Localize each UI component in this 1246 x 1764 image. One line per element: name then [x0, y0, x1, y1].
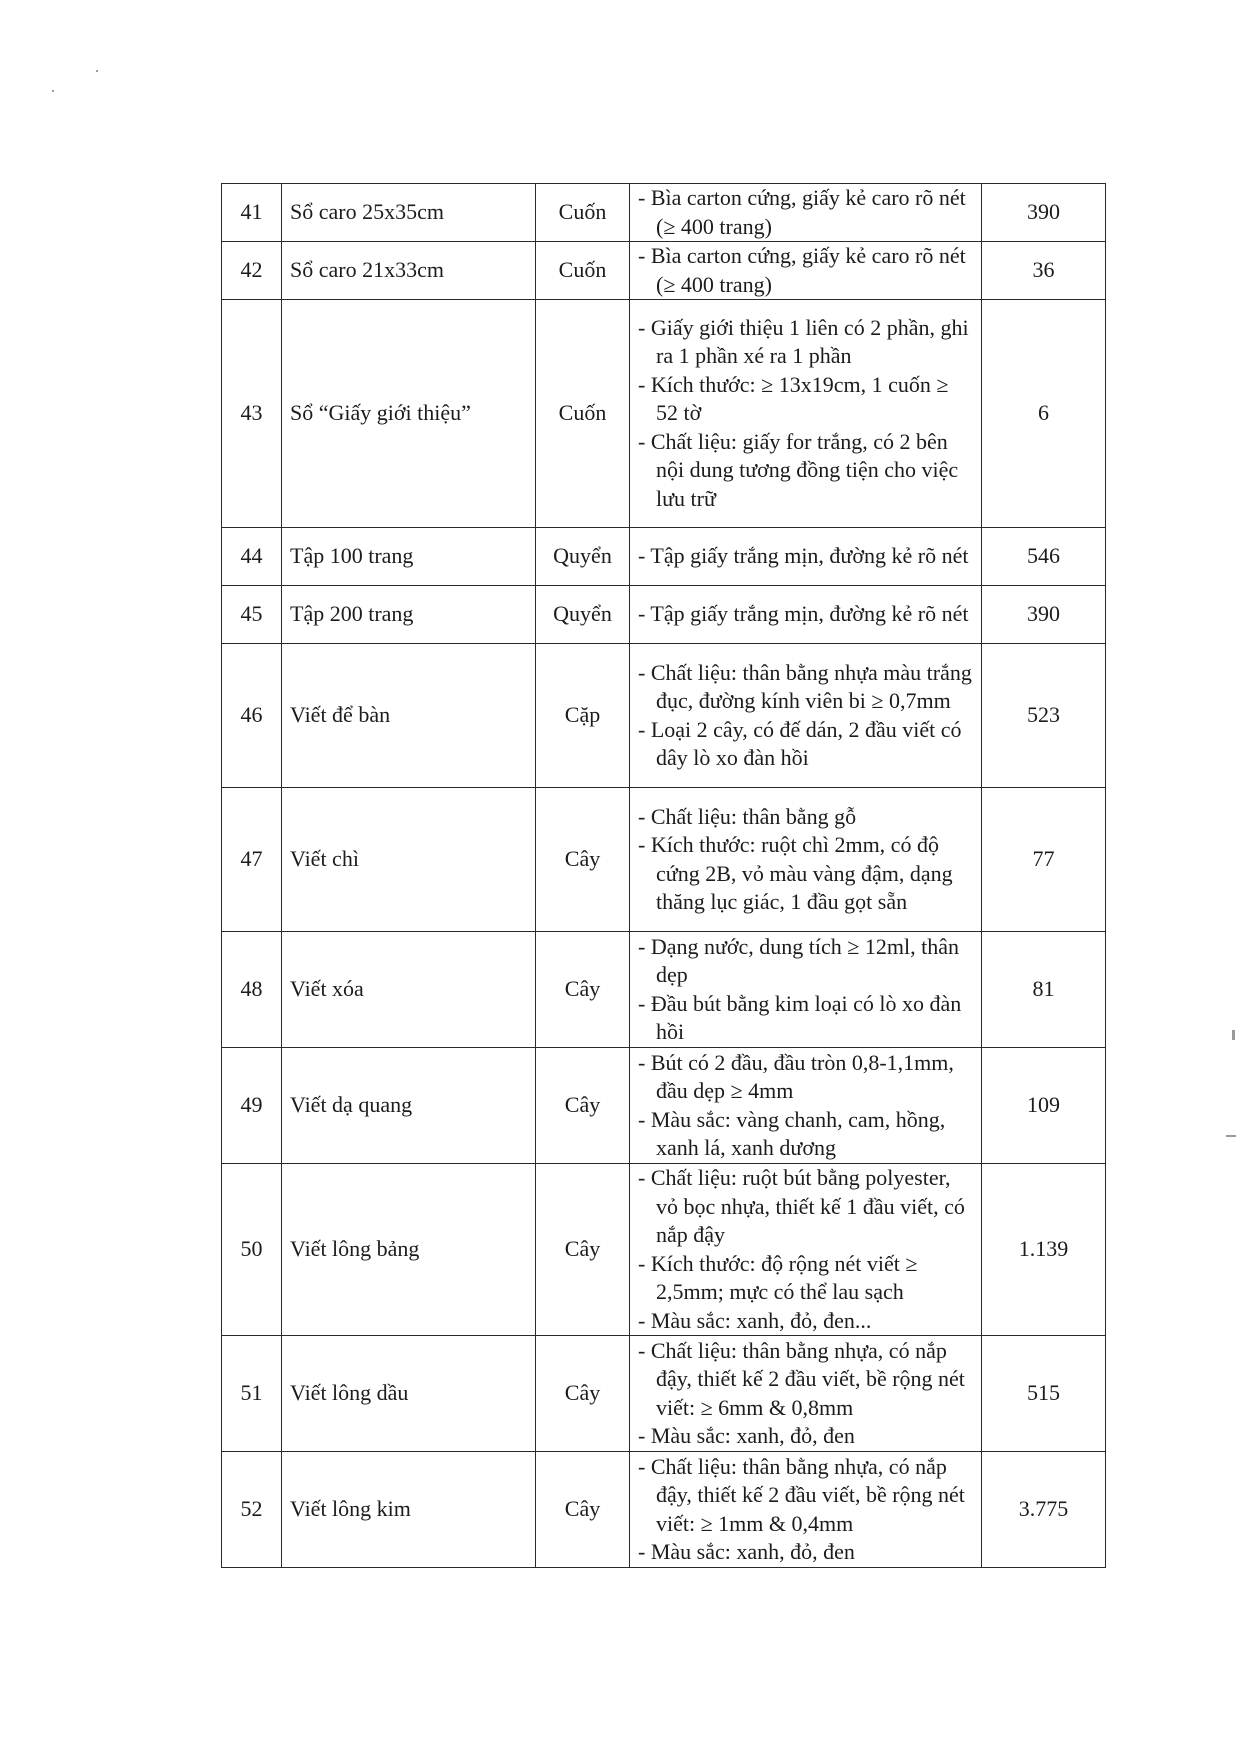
item-name: Sổ caro 21x33cm [282, 242, 536, 300]
item-spec [630, 300, 982, 528]
item-quantity: 6 [982, 300, 1106, 528]
table-row [222, 300, 1106, 528]
item-unit: Cây [536, 932, 630, 1048]
item-quantity: 36 [982, 242, 1106, 300]
item-quantity: 81 [982, 932, 1106, 1048]
row-number: 43 [222, 300, 282, 528]
table-row [222, 528, 1106, 586]
supplies-table [221, 183, 1106, 1568]
spec-line: - Màu sắc: xanh, đỏ, đen... [638, 1307, 872, 1333]
table-row [222, 242, 1106, 300]
table-row [222, 586, 1106, 644]
item-unit: Cuốn [536, 184, 630, 242]
spec-line: - Đầu bút bằng kim loại có lò xo đàn hồi [638, 990, 962, 1044]
item-spec [630, 242, 982, 300]
table-row [222, 788, 1106, 932]
item-name: Viết lông kim [282, 1452, 536, 1568]
row-number: 45 [222, 586, 282, 644]
table-row [222, 184, 1106, 242]
row-number: 47 [222, 788, 282, 932]
item-name: Viết chì [282, 788, 536, 932]
item-name: Viết để bàn [282, 644, 536, 788]
item-spec [630, 1164, 982, 1336]
row-number: 51 [222, 1336, 282, 1452]
scan-mark [52, 90, 54, 92]
spec-line: - Kích thước: ruột chì 2mm, có độ cứng 2B, vỏ màu vàng đậm, dạng thăng lục giác, 1 đầu gọt sẵn [638, 832, 953, 914]
table-row [222, 1336, 1106, 1452]
spec-line: - Kích thước: ≥ 13x19cm, 1 cuốn ≥ 52 tờ [638, 371, 949, 426]
item-spec [630, 788, 982, 932]
item-unit: Cuốn [536, 300, 630, 528]
table-row [222, 644, 1106, 788]
item-unit: Cuốn [536, 242, 630, 300]
item-spec [630, 528, 982, 586]
row-number: 44 [222, 528, 282, 586]
row-number: 42 [222, 242, 282, 300]
spec-line: - Giấy giới thiệu 1 liên có 2 phần, ghi ra 1 phần xé ra 1 phần [638, 314, 969, 369]
item-name: Sổ “Giấy giới thiệu” [282, 300, 536, 528]
spec-line: - Bút có 2 đầu, đầu tròn 0,8-1,1mm, đầu dẹp ≥ 4mm [638, 1049, 954, 1103]
item-quantity: 523 [982, 644, 1106, 788]
spec-line: - Chất liệu: thân bằng nhựa màu trắng đục, đường kính viên bi ≥ 0,7mm [638, 659, 972, 713]
spec-line: - Tập giấy trắng mịn, đường kẻ rõ nét [638, 601, 969, 627]
item-name: Viết dạ quang [282, 1048, 536, 1164]
spec-line: - Chất liệu: ruột bút bằng polyester, vỏ bọc nhựa, thiết kế 1 đầu viết, có nắp đậy [638, 1165, 965, 1247]
item-spec [630, 586, 982, 644]
item-spec [630, 1048, 982, 1164]
item-name: Viết lông bảng [282, 1164, 536, 1336]
table-row [222, 1048, 1106, 1164]
item-unit: Cây [536, 1452, 630, 1568]
table-row [222, 1164, 1106, 1336]
scan-mark [96, 70, 98, 72]
table-body [222, 184, 1106, 1568]
item-unit: Quyển [536, 586, 630, 644]
item-quantity: 1.139 [982, 1164, 1106, 1336]
item-quantity: 515 [982, 1336, 1106, 1452]
row-number: 41 [222, 184, 282, 242]
item-quantity: 3.775 [982, 1452, 1106, 1568]
spec-line: - Màu sắc: xanh, đỏ, đen [638, 1539, 855, 1564]
spec-line: - Tập giấy trắng mịn, đường kẻ rõ nét [638, 543, 969, 569]
item-quantity: 546 [982, 528, 1106, 586]
item-name: Tập 100 trang [282, 528, 536, 586]
spec-line: - Màu sắc: xanh, đỏ, đen [638, 1423, 855, 1448]
item-spec [630, 1336, 982, 1452]
item-unit: Cây [536, 788, 630, 932]
item-name: Tập 200 trang [282, 586, 536, 644]
item-quantity: 390 [982, 586, 1106, 644]
spec-line: - Dạng nước, dung tích ≥ 12ml, thân dẹp [638, 933, 959, 987]
item-spec [630, 644, 982, 788]
table-row [222, 1452, 1106, 1568]
item-spec [630, 184, 982, 242]
row-number: 48 [222, 932, 282, 1048]
item-quantity: 77 [982, 788, 1106, 932]
item-spec [630, 932, 982, 1048]
spec-line: - Màu sắc: vàng chanh, cam, hồng, xanh lá, xanh dương [638, 1106, 946, 1160]
scan-mark [1232, 1030, 1235, 1040]
spec-line: - Kích thước: độ rộng nét viết ≥ 2,5mm; mực có thể lau sạch [638, 1250, 918, 1304]
item-unit: Cặp [536, 644, 630, 788]
table-row [222, 932, 1106, 1048]
item-unit: Cây [536, 1164, 630, 1336]
item-name: Viết xóa [282, 932, 536, 1048]
spec-line: - Bìa carton cứng, giấy kẻ caro rõ nét (≥ 400 trang) [638, 185, 966, 239]
spec-line: - Bìa carton cứng, giấy kẻ caro rõ nét (≥ 400 trang) [638, 243, 966, 297]
item-name: Sổ caro 25x35cm [282, 184, 536, 242]
spec-line: - Loại 2 cây, có đế dán, 2 đầu viết có dây lò xo đàn hồi [638, 716, 962, 770]
scan-mark [1226, 1135, 1236, 1137]
item-unit: Quyển [536, 528, 630, 586]
spec-line: - Chất liệu: thân bằng nhựa, có nắp đậy, thiết kế 2 đầu viết, bề rộng nét viết: ≥ 6mm & 0,8mm [638, 1337, 965, 1420]
spec-line: - Chất liệu: thân bằng nhựa, có nắp đậy, thiết kế 2 đầu viết, bề rộng nét viết: ≥ 1mm & 0,4mm [638, 1453, 965, 1536]
row-number: 50 [222, 1164, 282, 1336]
item-name: Viết lông dầu [282, 1336, 536, 1452]
item-spec [630, 1452, 982, 1568]
spec-line: - Chất liệu: thân bằng gỗ [638, 803, 857, 829]
spec-line: - Chất liệu: giấy for trắng, có 2 bên nội dung tương đồng tiện cho việc lưu trữ [638, 428, 959, 511]
row-number: 46 [222, 644, 282, 788]
row-number: 52 [222, 1452, 282, 1568]
row-number: 49 [222, 1048, 282, 1164]
item-unit: Cây [536, 1048, 630, 1164]
item-unit: Cây [536, 1336, 630, 1452]
item-quantity: 109 [982, 1048, 1106, 1164]
item-quantity: 390 [982, 184, 1106, 242]
